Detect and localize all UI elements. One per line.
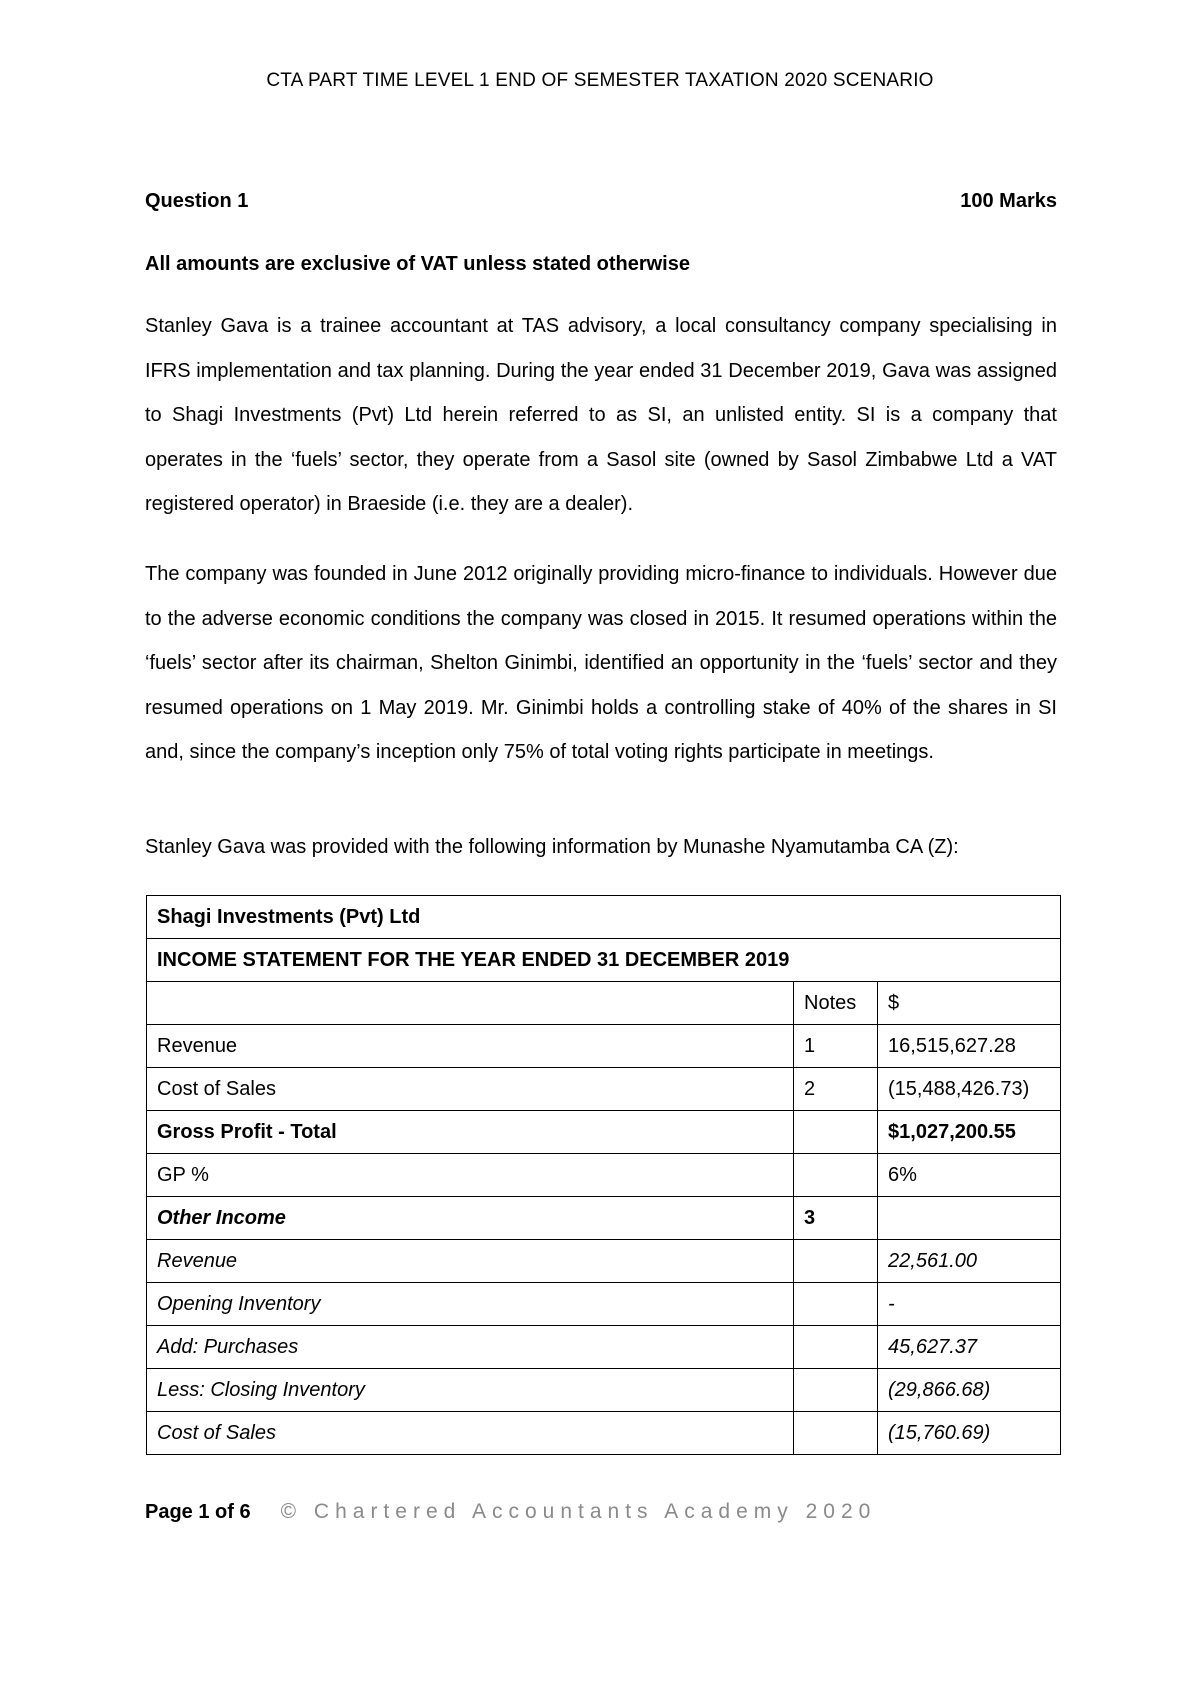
row-amount: $1,027,200.55: [878, 1111, 1061, 1154]
row-amount: (15,488,426.73): [878, 1068, 1061, 1111]
table-row-header: [147, 982, 1061, 1025]
row-label: GP %: [147, 1154, 794, 1197]
table-row: [147, 1197, 1061, 1240]
row-note: [794, 1154, 878, 1197]
page-number: Page 1 of 6: [145, 1501, 251, 1523]
row-label: Cost of Sales: [147, 1068, 794, 1111]
row-note: 1: [794, 1025, 878, 1068]
row-amount: (29,866.68): [878, 1369, 1061, 1412]
table-row-company: [147, 896, 1061, 939]
row-note: 3: [794, 1197, 878, 1240]
row-amount: 22,561.00: [878, 1240, 1061, 1283]
question-marks: 100 Marks: [960, 190, 1057, 212]
row-note: [794, 1283, 878, 1326]
row-note: [794, 1240, 878, 1283]
table-row: [147, 1154, 1061, 1197]
table-row: [147, 1068, 1061, 1111]
row-amount: 45,627.37: [878, 1326, 1061, 1369]
table-row: [147, 1025, 1061, 1068]
row-note: [794, 1412, 878, 1455]
vat-note: All amounts are exclusive of VAT unless stated otherwise: [145, 253, 690, 275]
row-label: Cost of Sales: [147, 1412, 794, 1455]
row-label: Other Income: [147, 1197, 794, 1240]
row-label: Revenue: [147, 1240, 794, 1283]
page-footer: [145, 1500, 876, 1524]
row-note: [794, 1369, 878, 1412]
page-header: CTA PART TIME LEVEL 1 END OF SEMESTER TAXATION 2020 SCENARIO: [266, 70, 934, 91]
row-label: Less: Closing Inventory: [147, 1369, 794, 1412]
row-amount: [878, 1197, 1061, 1240]
row-amount: -: [878, 1283, 1061, 1326]
row-amount: (15,760.69): [878, 1412, 1061, 1455]
table-row: [147, 1412, 1061, 1455]
row-amount: 16,515,627.28: [878, 1025, 1061, 1068]
table-row: [147, 1283, 1061, 1326]
row-label: Opening Inventory: [147, 1283, 794, 1326]
company-name: Shagi Investments (Pvt) Ltd: [147, 896, 1061, 939]
table-row-title: [147, 939, 1061, 982]
statement-title: INCOME STATEMENT FOR THE YEAR ENDED 31 DECEMBER 2019: [147, 939, 1061, 982]
paragraph-info-lead: Stanley Gava was provided with the following information by Munashe Nyamutamba CA (Z):: [145, 836, 959, 858]
table-row: [147, 1111, 1061, 1154]
income-statement-table: [146, 895, 1061, 1455]
row-label: Revenue: [147, 1025, 794, 1068]
row-note: 2: [794, 1068, 878, 1111]
question-line: [145, 190, 1057, 213]
paragraph-intro: Stanley Gava is a trainee accountant at TAS advisory, a local consultancy company specialising in IFRS implementation and tax planning. During the year ended 31 December 2019, Gava was assigned to Shagi Investments (Pvt) Ltd herein referred to as SI, an unlisted entity. SI is a company that operates in the ‘fuels’ sector, they operate from a Sasol site (owned by Sasol Zimbabwe Ltd a VAT registered operator) in Braeside (i.e. they are a dealer).: [145, 315, 1057, 515]
row-amount: 6%: [878, 1154, 1061, 1197]
question-label: Question 1: [145, 190, 249, 212]
table-row: [147, 1369, 1061, 1412]
row-label: Gross Profit - Total: [147, 1111, 794, 1154]
header-notes: Notes: [794, 982, 878, 1025]
row-label: Add: Purchases: [147, 1326, 794, 1369]
table-row: [147, 1240, 1061, 1283]
row-note: [794, 1326, 878, 1369]
row-note: [794, 1111, 878, 1154]
table-row: [147, 1326, 1061, 1369]
copyright-notice: © Chartered Accountants Academy 2020: [280, 1500, 877, 1523]
header-amount: $: [878, 982, 1061, 1025]
header-blank-cell: [147, 982, 794, 1025]
paragraph-history: The company was founded in June 2012 originally providing micro-finance to individuals. However due to the adverse economic conditions the company was closed in 2015. It resumed operations within the ‘fuels’ sector after its chairman, Shelton Ginimbi, identified an opportunity in the ‘fuels’ sector and they resumed operations on 1 May 2019. Mr. Ginimbi holds a controlling stake of 40% of the shares in SI and, since the company’s inception only 75% of total voting rights participate in meetings.: [145, 563, 1057, 763]
